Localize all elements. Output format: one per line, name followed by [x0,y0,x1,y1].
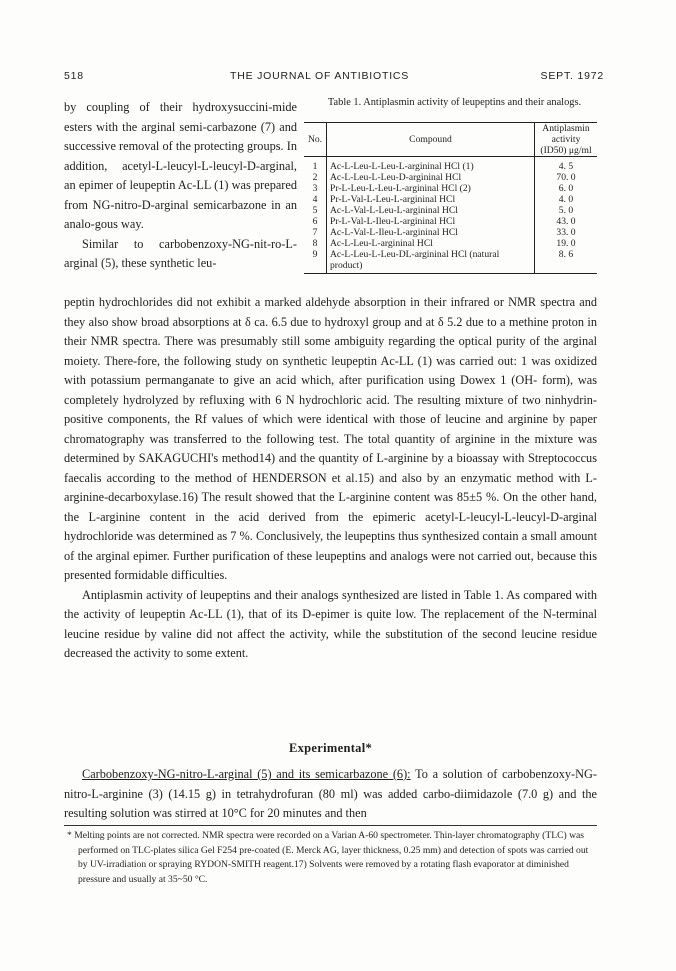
cell-activity: 70. 0 [535,172,598,183]
table-row [304,249,597,274]
cell-activity: 5. 0 [535,205,598,216]
cell-no: 7 [304,227,327,238]
running-header [64,70,604,86]
issue-date: SEPT. 1972 [540,70,604,82]
cell-compound: Ac-L-Leu-L-Leu-D-argininal HCl [330,172,462,183]
cell-no: 9 [304,249,327,274]
cell-activity: 43. 0 [535,216,598,227]
header-compound: Compound [327,123,535,157]
body-para-2: Antiplasmin activity of leupeptins and their analogs synthesized are listed in Table 1. As compared with the activity of leupeptin Ac-LL (1), that of its D-epimer is quite low. The replacement of the N-terminal leucine residue by valine did not affect the activity, while the substitution of the second leucine residue decreased the activity to some extent. [64,587,597,660]
cell-activity: 6. 0 [535,183,598,194]
cell-compound: Ac-L-Leu-L-argininal HCl [330,238,433,249]
table-row [304,238,597,249]
left-para-1: by coupling of their hydroxysuccini-mide esters with the arginal semi-carbazone (7) and successive removal of the protecting groups. In addition, acetyl-L-leucyl-L-leucyl-D-arginal, an epimer of leupeptin Ac-LL (1) was prepared from NG-nitro-D-arginal semicarbazone in an analo-gous way. [64,100,297,231]
footnote-text: * Melting points are not corrected. NMR spectra were recorded on a Varian A-60 spectrometer. Thin-layer chromatography (TLC) was performed on TLC-plates silica Gel F254 pre-coated (E. Merck AG, layer thickness, 0.25 mm) and detection of spots was carried out by UV-irradiation or spraying RYDON-SMITH reagent.17) Solvents were removed by a rotating flash evaporator at diminished pressure and usually at 35~50 °C. [67,830,589,885]
cell-no: 8 [304,238,327,249]
body-text [64,293,597,664]
footnote-rule [64,825,597,826]
table-header-row [304,123,597,157]
body-para-1: peptin hydrochlorides did not exhibit a marked aldehyde absorption in their infrared or NMR spectra and they also show broad absorptions at δ ca. 6.5 due to hydroxyl group and at δ 5.2 due to a methine proton in their NMR spectra. There was presumably still some ambiguity regarding the optical purity of the arginal moiety. There-fore, the following study on synthetic leupeptin Ac-LL (1) was carried out: 1 was oxidized with potassium permanganate to give an acid which, after purification using Dowex 1 (OH- form), was completely hydrolyzed by refluxing with 6 N hydrochloric acid. The resulting mixture of two ninhydrin-positive components, the Rf values of which were identical with those of leucine and arginine by paper chromatography was transferred to the following test. The total quantity of arginine in the mixture was determined by SAKAGUCHI's method14) and the quantity of L-arginine by a bioassay with Streptococcus faecalis according to the method of HENDERSON et al.15) and also by an enzymatic method with L-arginine-decarboxylase.16) The result showed that the L-arginine content was 85±5 %. On the other hand, the L-arginine content in the acid derived from the epimeric acetyl-L-leucyl-L-leucyl-D-arginal hydrochloride was determined as 7 %. Conclusively, the leupeptins thus synthesized contain a small amount of the arginal epimer. Further purification of these leupeptins and analogs were not carried out, because this presented formidable difficulties. [64,295,597,582]
section-heading: Experimental* [288,741,373,755]
cell-no: 4 [304,194,327,205]
cell-compound: Pr-L-Leu-L-Leu-L-argininal HCl (2) [330,183,471,194]
cell-no: 3 [304,183,327,194]
cell-compound: Pr-L-Val-L-Leu-L-argininal HCl [330,194,456,205]
table-row [304,183,597,194]
left-para-2: Similar to carbobenzoxy-NG-nit-ro-L-arginal (5), these synthetic leu- [64,236,297,270]
table-row [304,227,597,238]
left-column [64,98,297,274]
activity-table [304,122,597,274]
cell-no: 6 [304,216,327,227]
cell-compound: Ac-L-Val-L-Leu-L-argininal HCl [330,205,458,216]
table-row [304,172,597,183]
experimental-subtitle: Carbobenzoxy-NG-nitro-L-arginal (5) and its semicarbazone (6): [82,767,411,781]
journal-title: THE JOURNAL OF ANTIBIOTICS [230,70,410,82]
page-number: 518 [64,70,84,82]
table-caption: Table 1. Antiplasmin activity of leupeptins and their analogs. [327,97,582,108]
table-row [304,157,597,173]
experimental-body: To a solution of carbobenzoxy-NG-nitro-L-arginine (3) (14.15 g) in tetrahydrofuran (80 ml) was added carbo-diimidazole (7.0 g) and the resulting solution was stirred at 10°C for 20 minutes and then [64,767,597,820]
cell-activity: 4. 0 [535,194,598,205]
cell-compound: Ac-L-Leu-L-Leu-L-argininal HCl (1) [330,161,474,172]
cell-compound: Ac-L-Val-L-Ileu-L-argininal HCl [330,227,458,238]
experimental-text [64,765,597,824]
footnote [64,829,597,887]
cell-compound: Ac-L-Leu-L-Leu-DL-argininal HCl (natural product) [327,249,535,274]
cell-activity: 8. 6 [535,249,598,274]
cell-activity: 4. 5 [535,157,598,173]
cell-activity: 19. 0 [535,238,598,249]
header-no: No. [304,123,327,157]
header-activity: Antiplasmin activity (ID50) μg/ml [535,123,598,157]
cell-no: 5 [304,205,327,216]
table-row [304,194,597,205]
cell-compound: Pr-L-Val-L-Ileu-L-argininal HCl [330,216,456,227]
cell-no: 1 [304,157,327,173]
cell-activity: 33. 0 [535,227,598,238]
table-row [304,216,597,227]
cell-no: 2 [304,172,327,183]
table-row [304,205,597,216]
